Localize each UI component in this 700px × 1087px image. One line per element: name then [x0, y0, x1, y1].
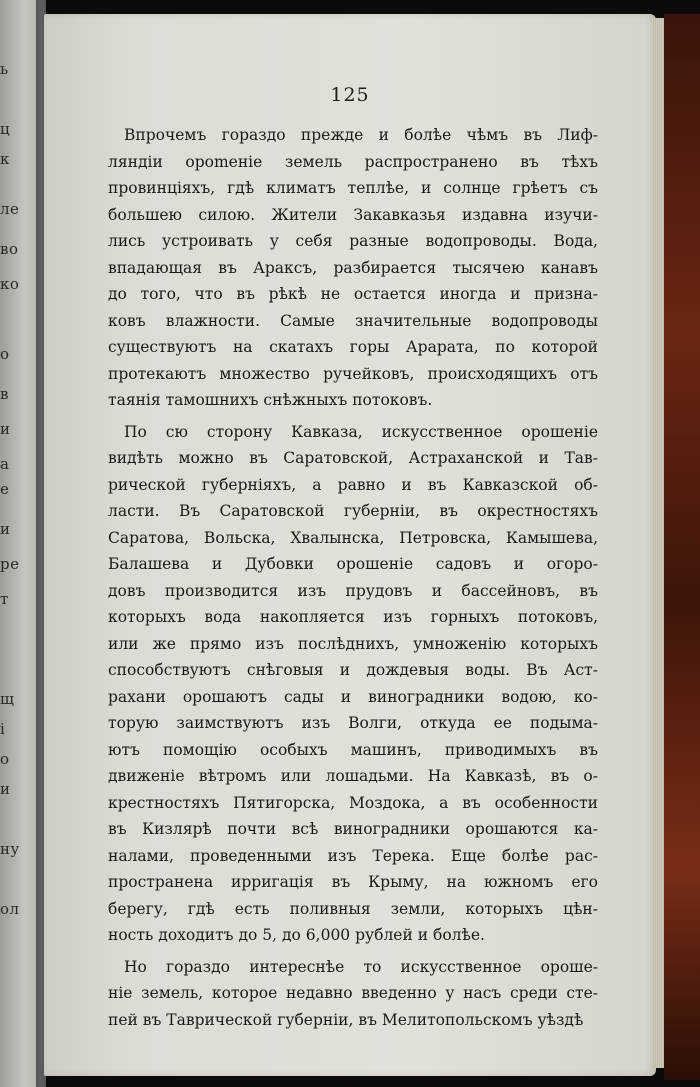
facing-page-text-fragment: ол: [0, 900, 20, 918]
facing-page-text-fragment: ну: [0, 840, 20, 858]
text-line: видѣть можно въ Саратовской, Астраханской и Тав-: [108, 449, 598, 467]
paragraph: [108, 419, 598, 949]
text-line: или же прямо изъ послѣднихъ, умноженію которыхъ: [108, 634, 598, 653]
text-line: торую заимствуютъ изъ Волги, откуда ее подыма-: [108, 714, 598, 732]
text-line: ніе земель, которое недавно введенно у насъ среди сте-: [108, 984, 598, 1002]
text-line: ласти. Въ Саратовской губерніи, въ окрестностяхъ: [108, 502, 598, 520]
paragraph: [108, 122, 598, 414]
facing-page-text-fragment: т: [0, 590, 9, 608]
text-line: крестностяхъ Пятигорска, Моздока, а въ особенности: [108, 793, 598, 812]
facing-page-text-fragment: щ: [0, 690, 15, 708]
text-line: довъ производится изъ прудовъ и бассейновъ, въ: [108, 581, 598, 600]
text-line: По сю сторону Кавказа, искусственное орошеніе: [124, 422, 598, 441]
text-line: Впрочемъ гораздо прежде и болѣе чѣмъ въ Лиф-: [124, 126, 598, 144]
text-line: пространена ирригація въ Крыму, на южномъ его: [108, 873, 598, 891]
text-line: ность доходитъ до 5, до 6,000 рублей и болѣе.: [108, 926, 485, 944]
text-line: Но гораздо интереснѣе то искусственное ороше-: [124, 957, 598, 976]
facing-page-text-fragment: во: [0, 240, 19, 258]
facing-page-text-fragment: е: [0, 480, 10, 498]
facing-page-text-fragment: і: [0, 720, 6, 738]
facing-page-text-fragment: ле: [0, 200, 20, 218]
facing-page-text-fragment: в: [0, 385, 9, 403]
text-line: которыхъ вода накопляется изъ горныхъ потоковъ,: [108, 608, 598, 626]
text-line: ковъ влажности. Самые значительные водопроводы: [108, 311, 598, 330]
text-line: впадающая въ Араксъ, разбирается тысячею канавъ: [108, 258, 598, 277]
facing-page-text-fragment: ко: [0, 275, 20, 293]
text-line: въ Кизлярѣ почти всѣ виноградники орошаются ка-: [108, 820, 598, 838]
facing-page-text-fragment: ь: [0, 60, 9, 78]
text-line: способствуютъ снѣговыя и дождевыя воды. Въ Аст-: [108, 661, 598, 679]
text-line: ютъ помощію особыхъ машинъ, приводимыхъ въ: [108, 740, 598, 759]
text-line: лись устроивать у себя разные водопроводы. Вода,: [108, 232, 598, 250]
facing-page-text-fragment: ре: [0, 555, 20, 573]
text-line: рахани орошаютъ сады и виноградники водою, ко-: [108, 687, 598, 706]
text-line: большею силою. Жители Закавказья издавна изучи-: [108, 205, 598, 224]
facing-page-text-fragment: а: [0, 455, 10, 473]
facing-page-text-fragment: о: [0, 750, 10, 768]
book-cover-edge: [664, 14, 700, 1080]
page-text: [108, 122, 598, 1033]
text-line: провинціяхъ, гдѣ климатъ теплѣе, и солнце грѣетъ съ: [108, 179, 598, 197]
facing-page-text-fragment: и: [0, 520, 11, 538]
facing-page-text-fragment: и: [0, 780, 11, 798]
text-line: Саратова, Вольска, Хвалынска, Петровска, Камышева,: [108, 528, 598, 547]
page-number: 125: [330, 84, 370, 106]
book-page: [44, 14, 656, 1076]
facing-page-text-fragment: о: [0, 345, 10, 363]
text-line: протекаютъ множество ручейковъ, происходящихъ отъ: [108, 364, 598, 383]
text-line: налами, проведенными изъ Терека. Еще болѣе рас-: [108, 846, 598, 865]
text-line: пей въ Таврической губерніи, въ Мелитопольскомъ уѣздѣ: [108, 1010, 584, 1029]
facing-page-text-fragment: к: [0, 150, 10, 168]
paragraph: [108, 954, 598, 1034]
text-line: движеніе вѣтромъ или лошадьми. На Кавказѣ, въ о-: [108, 767, 598, 785]
text-line: до того, что въ рѣкѣ не остается иногда и призна-: [108, 285, 598, 303]
text-line: таянія тамошнихъ снѣжныхъ потоковъ.: [108, 391, 433, 409]
text-line: ляндіи ороmеніе земель распространено въ тѣхъ: [108, 152, 598, 171]
facing-page-text-fragment: и: [0, 420, 11, 438]
text-line: существуютъ на скатахъ горы Арарата, по которой: [108, 338, 598, 356]
facing-page-text-fragment: ц: [0, 120, 11, 138]
text-line: Балашева и Дубовки орошеніе садовъ и огоро-: [108, 555, 598, 573]
text-line: берегу, гдѣ есть поливныя земли, которыхъ цѣн-: [108, 899, 598, 918]
text-line: рической губерніяхъ, а равно и въ Кавказской об-: [108, 475, 598, 494]
